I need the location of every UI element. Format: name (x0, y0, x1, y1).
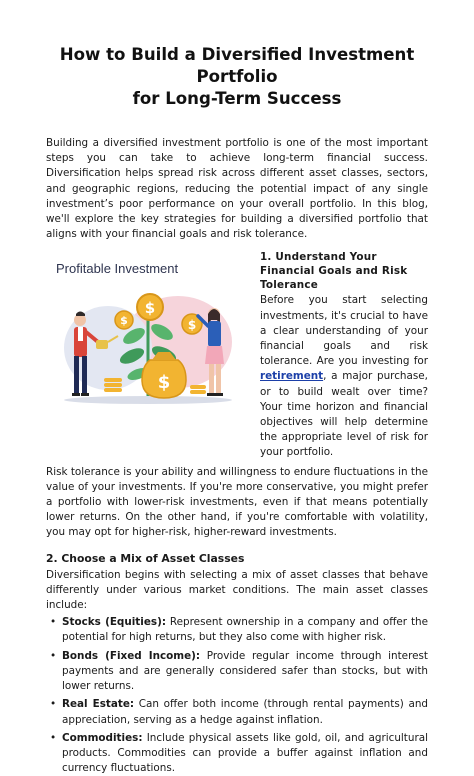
profitable-investment-illustration (46, 252, 248, 404)
bullet-icon: • (50, 616, 57, 629)
list-item-text: Provide regular income through interest payments and are generally considered safer than stocks, but with lower returns. (62, 649, 428, 693)
coin-symbol-2: $ (120, 314, 128, 328)
list-item (50, 697, 429, 727)
dollar-coin-small-icon (115, 311, 133, 329)
title-line-2: for Long-Term Success (132, 89, 342, 108)
section-1-heading: 1. Understand Your Financial Goals and Risk Tolerance (260, 251, 408, 292)
list-item-term: Bonds (Fixed Income): (62, 649, 201, 662)
illustration-caption: Profitable Investment (56, 261, 179, 277)
list-item (50, 615, 428, 645)
bullet-icon: • (50, 649, 57, 662)
list-item (50, 649, 428, 695)
risk-tolerance-paragraph: Risk tolerance is your ability and willingness to endure fluctuations in the value of your investments. If you're more conservative, you might prefer a portfolio with lower-risk investments, even if that means potentially lower returns. On the other hand, if you're comfortable with volatility, you may opt for higher-risk, higher-reward investments. (46, 465, 428, 539)
bag-symbol: $ (157, 372, 171, 394)
list-item-term: Commodities: (62, 731, 143, 744)
section-2-intro: Diversification begins with selecting a mix of asset classes that behave differently under various market conditions. The main asset classes include: (46, 568, 428, 612)
section-1-row (46, 250, 428, 460)
list-item-text: Can offer both income (through rental payments) and appreciation, serving as a hedge against inflation. (62, 698, 429, 726)
title-line-1: How to Build a Diversified Investment Portfolio (59, 45, 415, 86)
list-item (50, 731, 428, 776)
asset-class-list (46, 615, 428, 776)
coin-symbol-1: $ (144, 299, 156, 318)
intro-paragraph: Building a diversified investment portfolio is one of the most important steps you can take to achieve long-term financial success. Diversification helps spread risk across different asset classes, sectors, and geographic regions, reducing the potential impact of any single investment’s poor performance on your overall portfolio. In this blog, we'll explore the key strategies for building a diversified portfolio that aligns with your financial goals and risk tolerance. (46, 137, 428, 241)
ground-shadow (64, 396, 232, 404)
list-item-term: Stocks (Equities): (62, 616, 166, 629)
list-item-text: Represent ownership in a company and offer the potential for high returns, but they also come with higher risk. (62, 616, 428, 644)
section-1-paragraph (260, 293, 428, 460)
section-2-heading: 2. Choose a Mix of Asset Classes (46, 551, 245, 565)
list-item-term: Real Estate: (62, 698, 135, 711)
bullet-icon: • (50, 731, 57, 744)
retirement-link[interactable]: retirement (260, 370, 324, 383)
section-1-text-after-link: , a major purchase, or to build wealt over time? Your time horizon and financial objectives will help determine the appropriate level of risk for your portfolio. (260, 370, 428, 459)
dollar-coin-icon (137, 294, 163, 320)
coin-symbol-3: $ (187, 318, 197, 333)
section-1-text-before-link: Before you start selecting investments, it's crucial to have a clear understanding of your financial goals and risk tolerance. Are you investing for (260, 294, 428, 368)
section-1-text (260, 250, 428, 460)
page-title (46, 0, 428, 110)
bullet-icon: • (50, 698, 57, 711)
list-item-text: Include physical assets like gold, oil, and agricultural products. Commodities can provide a buffer against inflation and currency fluctuations. (62, 731, 428, 775)
